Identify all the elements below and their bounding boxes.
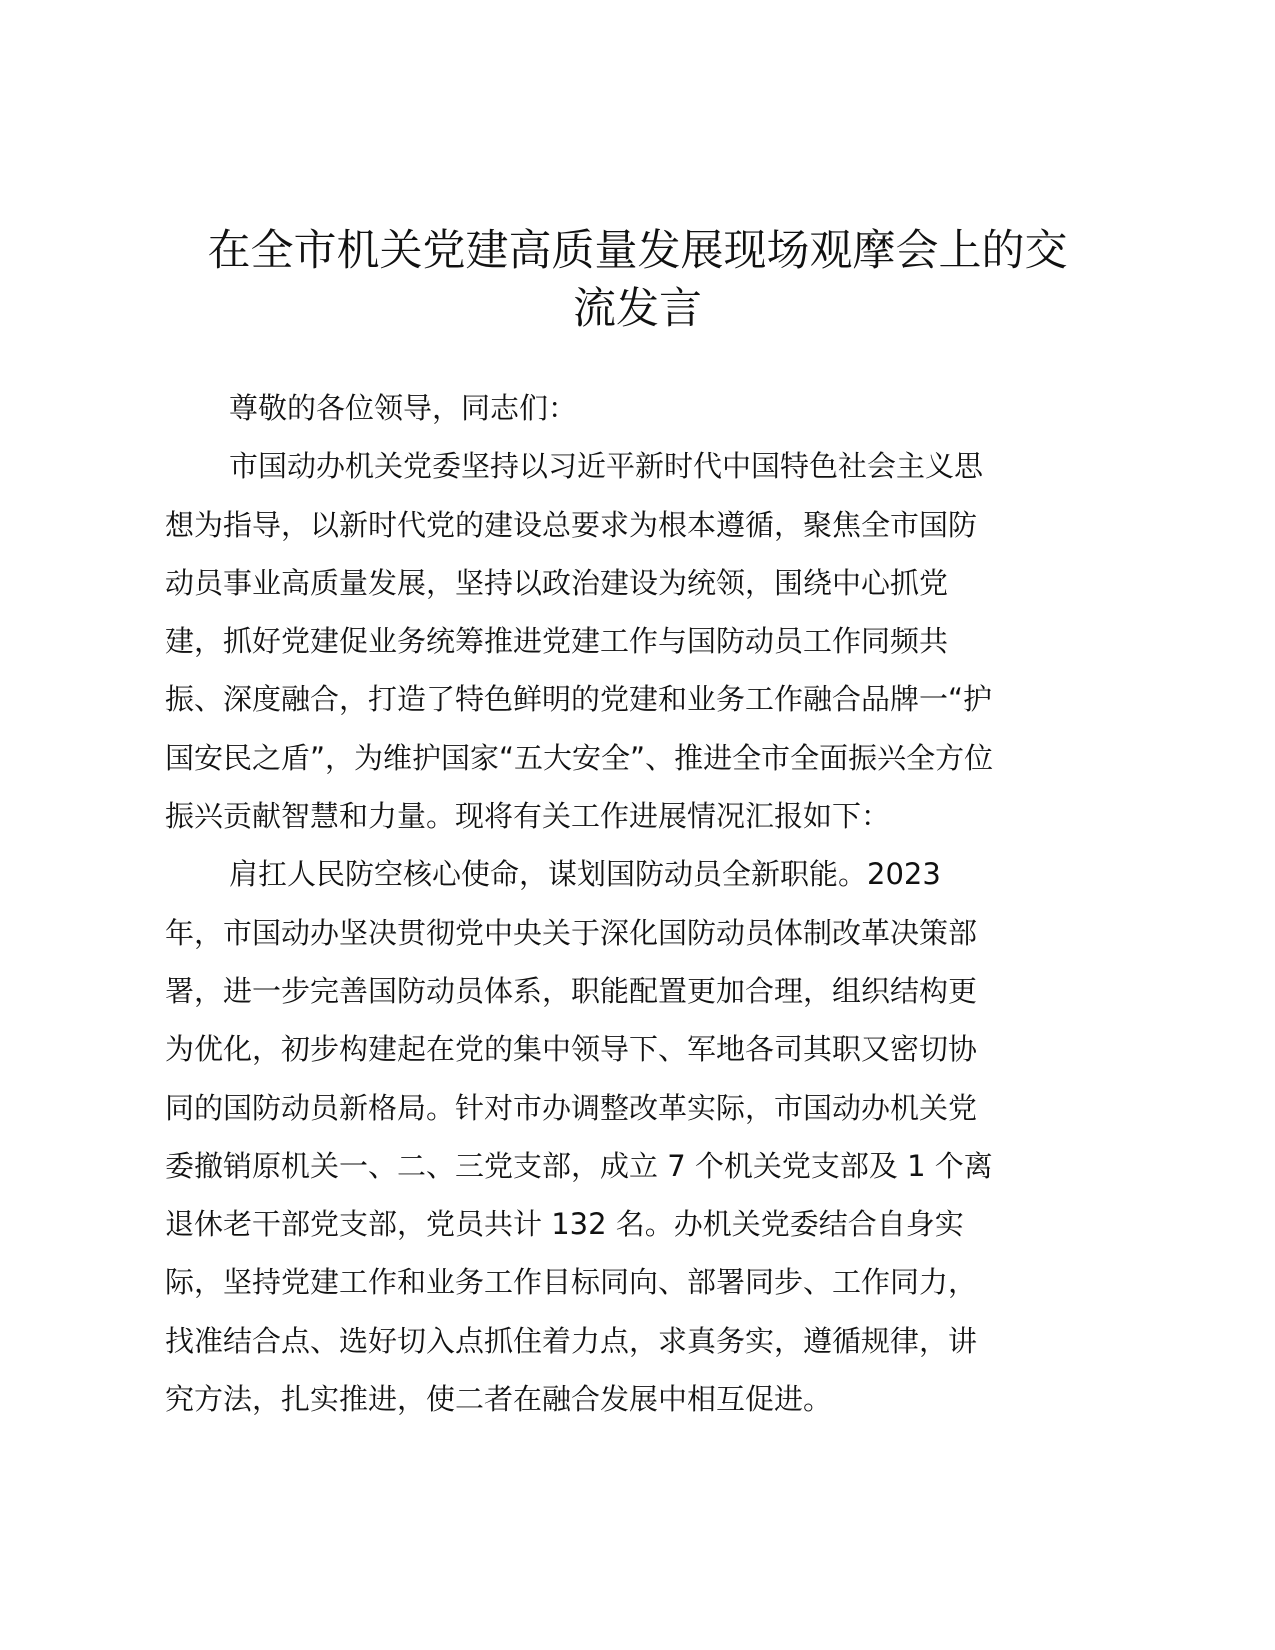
paragraph-line: 市国动办机关党委坚持以习近平新时代中国特色社会主义思 <box>229 449 984 484</box>
document-body <box>165 379 1125 1428</box>
paragraph-line: 振、深度融合，打造了特色鲜明的党建和业务工作融合品牌一“护 <box>165 682 993 717</box>
paragraph-line: 建，抓好党建促业务统筹推进党建工作与国防动员工作同频共 <box>165 624 949 659</box>
paragraph-line: 想为指导，以新时代党的建设总要求为根本遵循，聚焦全市国防 <box>165 507 978 542</box>
paragraph-line: 动员事业高质量发展，坚持以政治建设为统领，围绕中心抓党 <box>165 565 949 600</box>
paragraph-line: 为优化，初步构建起在党的集中领导下、军地各司其职又密切协 <box>165 1032 978 1067</box>
salutation-paragraph <box>165 379 1125 437</box>
paragraph-line: 国安民之盾”，为维护国家“五大安全”、推进全市全面振兴全方位 <box>165 740 994 775</box>
intro-paragraph <box>165 437 1125 845</box>
paragraph-line: 尊敬的各位领导，同志们： <box>229 391 578 425</box>
paragraph-line: 振兴贡献智慧和力量。现将有关工作进展情况汇报如下： <box>165 799 891 834</box>
paragraph-line: 署，进一步完善国防动员体系，职能配置更加合理，组织结构更 <box>165 973 978 1008</box>
paragraph-line: 际，坚持党建工作和业务工作目标同向、部署同步、工作同力， <box>165 1265 978 1300</box>
title-line: 流发言 <box>573 284 702 334</box>
paragraph-line: 找准结合点、选好切入点抓住着力点，求真务实，遵循规律，讲 <box>165 1323 978 1358</box>
paragraph-line: 委撤销原机关一、二、三党支部，成立 7 个机关党支部及 1 个离 <box>165 1148 993 1183</box>
paragraph-line: 年，市国动办坚决贯彻党中央关于深化国防动员体制改革决策部 <box>165 915 978 950</box>
paragraph-line: 退休老干部党支部，党员共计 132 名。办机关党委结合自身实 <box>165 1207 964 1242</box>
paragraph-line: 究方法，扎实推进，使二者在融合发展中相互促进。 <box>165 1382 833 1417</box>
document-title <box>150 222 1125 338</box>
paragraph-line: 肩扛人民防空核心使命，谋划国防动员全新职能。2023 <box>229 857 941 892</box>
title-line: 在全市机关党建高质量发展现场观摩会上的交 <box>207 226 1068 276</box>
mission-paragraph <box>165 845 1125 1428</box>
paragraph-line: 同的国防动员新格局。针对市办调整改革实际，市国动办机关党 <box>165 1090 978 1125</box>
